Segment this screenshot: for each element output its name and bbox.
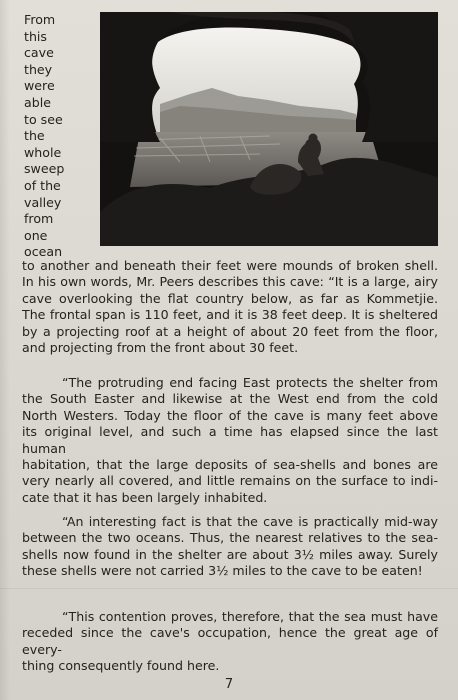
- side-line: cave: [24, 45, 54, 61]
- text-line: these shells were not carried 3½ miles to the cave to be eaten!: [22, 563, 423, 579]
- text-line: In his own words, Mr. Peers describes this cave: “It is a large, airy: [22, 274, 438, 290]
- text-line: and projecting from the front about 30 feet.: [22, 340, 299, 356]
- text-line: receded since the cave's occupation, hence the great age of every-: [22, 625, 438, 657]
- text-line: shells now found in the shelter are about 3½ miles away. Surely: [22, 546, 438, 562]
- text-line: “This contention proves, therefore, that the sea must have: [62, 609, 438, 624]
- side-line: one: [24, 227, 48, 243]
- side-line: ocean: [24, 244, 63, 260]
- text-line: cate that it has been largely inhabited.: [22, 489, 268, 505]
- side-line: valley: [24, 194, 62, 210]
- side-line: From: [24, 12, 56, 27]
- side-line: to see: [24, 111, 63, 127]
- cave-photograph: [100, 12, 438, 246]
- side-line: from: [24, 211, 54, 227]
- page-fold-line: [0, 588, 458, 589]
- text-line: by a projecting roof at a height of about 20 feet from the floor,: [22, 323, 438, 339]
- side-line: able: [24, 94, 51, 110]
- text-line: “An interesting fact is that the cave is practically mid-way: [62, 514, 438, 529]
- side-line: whole: [24, 144, 62, 160]
- paragraph-2: [22, 375, 438, 506]
- side-line: sweep: [24, 161, 65, 177]
- text-line: to another and beneath their feet were mounds of broken shell.: [22, 258, 438, 273]
- text-line: “The protruding end facing East protects the shelter from: [62, 375, 438, 390]
- paragraph-4: [22, 609, 438, 675]
- side-line: they: [24, 61, 53, 77]
- side-line: the: [24, 128, 45, 144]
- text-line: thing consequently found here.: [22, 658, 220, 674]
- text-line: North Westers. Today the floor of the cave is many feet above: [22, 407, 438, 423]
- paragraph-1: [22, 258, 438, 356]
- paragraph-3: [22, 514, 438, 580]
- text-line: The frontal span is 110 feet, and it is 38 feet deep. It is sheltered: [22, 307, 438, 323]
- side-line: were: [24, 78, 55, 94]
- side-line: of the: [24, 177, 61, 193]
- text-line: habitation, that the large deposits of sea-shells and bones are: [22, 457, 438, 473]
- text-line: between the two oceans. Thus, the nearest relatives to the sea-: [22, 530, 438, 546]
- side-line: this: [24, 28, 47, 44]
- side-text-column: [24, 12, 100, 261]
- text-line: the South Easter and likewise at the West end from the cold: [22, 391, 438, 407]
- text-line: very nearly all covered, and little remains on the surface to indi-: [22, 473, 438, 489]
- page-number: 7: [224, 677, 234, 692]
- text-line: its original level, and such a time has elapsed since the last human: [22, 424, 438, 456]
- text-line: cave overlooking the flat country below, as far as Kommetjie.: [22, 290, 438, 306]
